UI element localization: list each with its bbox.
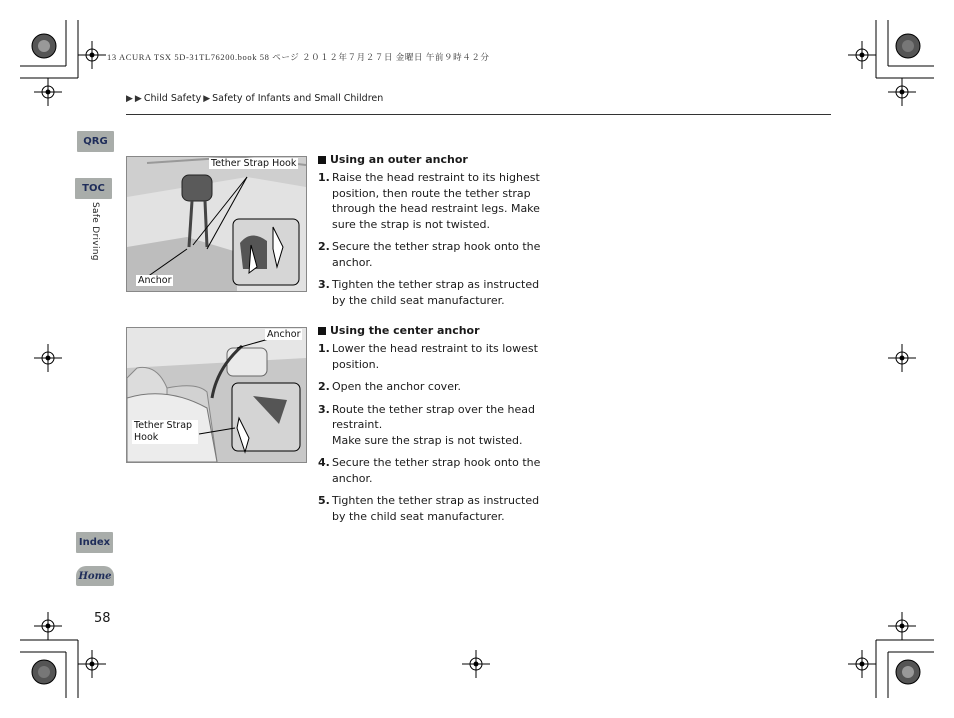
list-item — [318, 379, 563, 395]
breadcrumb — [126, 93, 383, 104]
breadcrumb-arrow-icon: ▶ — [203, 93, 211, 104]
list-item — [318, 170, 563, 232]
list-item — [318, 341, 563, 372]
step-number: 3. — [318, 402, 330, 416]
callout-tether-strap-hook: Tether Strap Hook — [132, 420, 198, 444]
step-text: Secure the tether strap hook onto the anchor. — [332, 456, 541, 485]
step-number: 1. — [318, 171, 330, 184]
breadcrumb-current-page: Safety of Infants and Small Children — [212, 93, 384, 104]
step-number: 1. — [318, 342, 330, 355]
step-text-main: Route the tether strap over the head restraint. — [332, 402, 535, 431]
step-note: Make sure the strap is not twisted. — [332, 433, 523, 447]
list-item — [318, 455, 563, 486]
home-button[interactable]: Home — [76, 566, 114, 586]
step-text — [332, 402, 554, 449]
center-anchor-illustration — [126, 327, 307, 463]
center-anchor-heading — [318, 324, 563, 337]
step-text: Tighten the tether strap as instructed by the child seat manufacturer. — [332, 278, 540, 307]
page-number: 58 — [94, 611, 111, 626]
breadcrumb-child-safety[interactable]: Child Safety — [143, 93, 202, 104]
center-anchor-steps — [318, 341, 563, 524]
center-anchor-heading-text: Using the center anchor — [330, 324, 480, 337]
index-button[interactable]: Index — [76, 532, 113, 553]
callout-anchor: Anchor — [267, 329, 301, 340]
list-item — [318, 277, 563, 308]
breadcrumb-arrow-icon: ▶ — [126, 93, 133, 104]
step-text: Tighten the tether strap as instructed by the child seat manufacturer. — [332, 494, 540, 523]
section-label-text: Safe Driving — [90, 202, 100, 261]
step-text: Secure the tether strap hook onto the anchor. — [332, 240, 541, 269]
step-number: 3. — [318, 278, 330, 291]
heading-square-icon — [318, 156, 326, 164]
outer-anchor-illustration — [126, 156, 307, 292]
heading-square-icon — [318, 327, 326, 335]
breadcrumb-arrow-icon: ▶ — [134, 93, 142, 104]
step-text: Open the anchor cover. — [332, 380, 461, 393]
list-item — [318, 493, 563, 524]
step-number: 4. — [318, 456, 330, 469]
header-divider — [126, 114, 831, 115]
toc-button[interactable]: TOC — [75, 178, 112, 199]
step-number: 2. — [318, 380, 330, 393]
outer-anchor-heading-text: Using an outer anchor — [330, 153, 468, 166]
step-text: Lower the head restraint to its lowest position. — [332, 342, 538, 371]
outer-anchor-section — [318, 153, 563, 308]
outer-anchor-heading — [318, 153, 563, 166]
step-number: 2. — [318, 240, 330, 253]
center-anchor-section — [318, 324, 563, 524]
section-label — [86, 202, 106, 272]
qrg-button[interactable]: QRG — [77, 131, 114, 152]
step-text: Raise the head restraint to its highest position, then route the tether strap through the head restraint legs. Make sure the strap is not twisted. — [332, 171, 540, 231]
print-header: 13 ACURA TSX 5D-31TL76200.book 58 ページ ２０１２年７月２７日 金曜日 午前９時４２分 — [107, 52, 490, 62]
callout-tether-strap-hook: Tether Strap Hook — [211, 158, 297, 169]
step-number: 5. — [318, 494, 330, 507]
outer-anchor-drawing — [127, 157, 306, 291]
list-item — [318, 402, 563, 449]
outer-anchor-steps — [318, 170, 563, 308]
list-item — [318, 239, 563, 270]
callout-anchor: Anchor — [138, 275, 172, 286]
